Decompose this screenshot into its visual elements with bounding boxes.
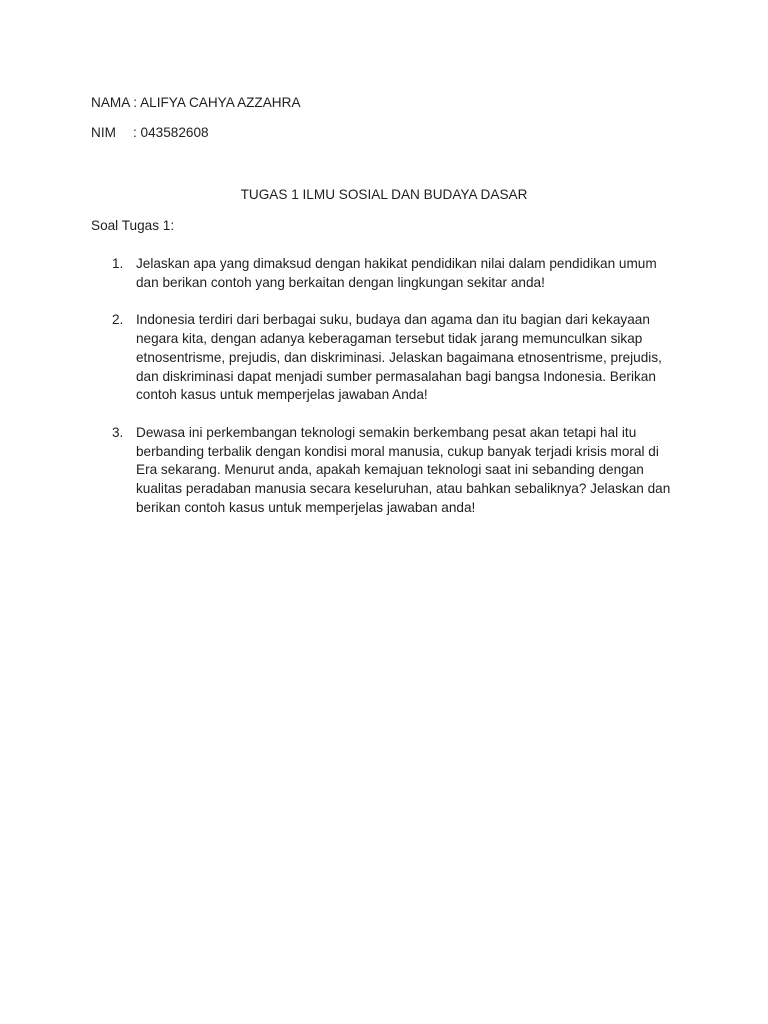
- question-text-line: kualitas peradaban manusia secara keseluruhan, atau bahkan sebaliknya? Jelaskan dan: [136, 481, 671, 497]
- question-text-line: dan diskriminasi dapat menjadi sumber permasalahan bagi bangsa Indonesia. Berikan: [136, 368, 656, 384]
- question-text-line: Dewasa ini perkembangan teknologi semakin berkembang pesat akan tetapi hal itu: [136, 424, 637, 440]
- question-text-line: Indonesia terdiri dari berbagai suku, budaya dan agama dan itu bagian dari kekayaan: [136, 312, 650, 328]
- question-item: [112, 311, 682, 405]
- question-item: [112, 255, 682, 293]
- question-list: [112, 255, 682, 536]
- question-text-line: negara kita, dengan adanya keberagaman tersebut tidak jarang memunculkan sikap: [136, 330, 643, 346]
- question-text-line: berbanding terbalik dengan kondisi moral manusia, cukup banyak terjadi krisis moral di: [136, 443, 659, 459]
- question-text-line: Jelaskan apa yang dimaksud dengan hakikat pendidikan nilai dalam pendidikan umum: [136, 256, 657, 271]
- question-text-line: dan berikan contoh yang berkaitan dengan lingkungan sekitar anda!: [136, 274, 545, 290]
- document-title: TUGAS 1 ILMU SOSIAL DAN BUDAYA DASAR: [240, 187, 528, 202]
- question-text-line: etnosentrisme, prejudis, dan diskriminasi. Jelaskan bagaimana etnosentrisme, prejudis,: [136, 349, 662, 365]
- question-number: 1.: [112, 256, 124, 271]
- section-heading: Soal Tugas 1:: [91, 218, 175, 233]
- question-number: 2.: [112, 312, 124, 328]
- nim-value: : 043582608: [133, 125, 209, 140]
- student-name: NAMA : ALIFYA CAHYA AZZAHRA: [91, 95, 301, 110]
- nim-label: NIM: [91, 125, 116, 140]
- question-text-line: contoh kasus untuk memperjelas jawaban Anda!: [136, 387, 428, 403]
- question-text-line: Era sekarang. Menurut anda, apakah kemajuan teknologi saat ini sebanding dengan: [136, 462, 644, 478]
- question-text-line: berikan contoh kasus untuk memperjelas jawaban anda!: [136, 499, 476, 515]
- student-nim: [91, 125, 209, 140]
- question-number: 3.: [112, 424, 124, 440]
- question-item: [112, 424, 682, 518]
